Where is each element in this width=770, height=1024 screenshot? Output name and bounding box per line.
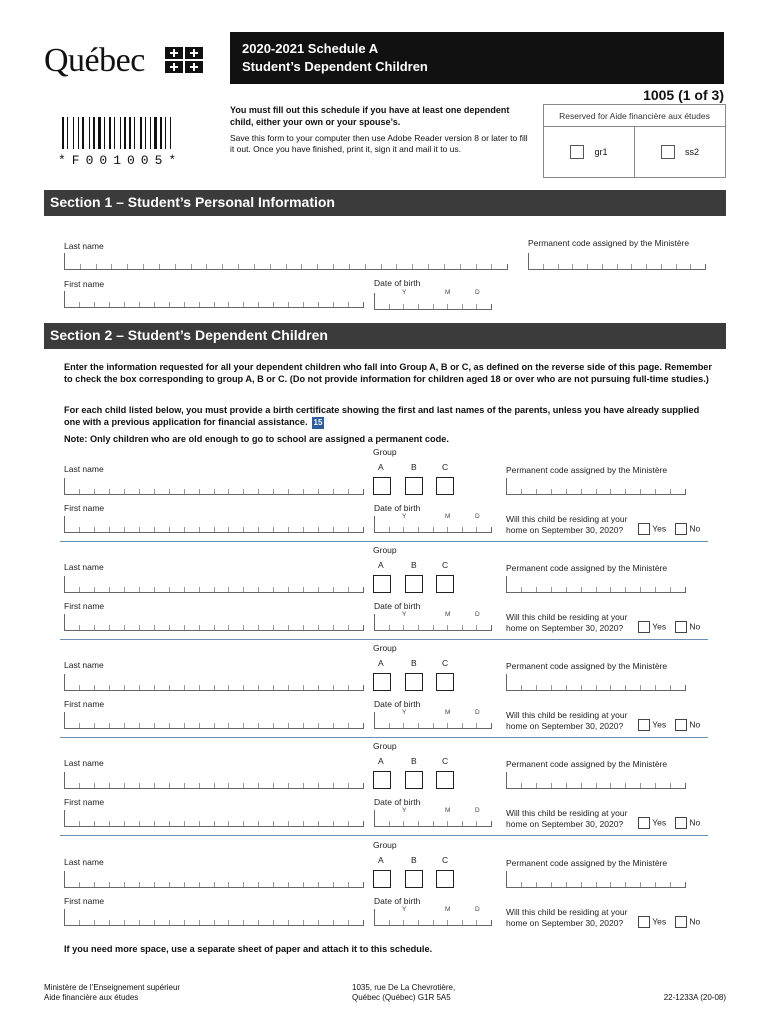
instruction-regular: Save this form to your computer then use Adobe Reader version 8 or later to fill it out. Once you have finished, print it, sign it and mail it to us. (230, 133, 528, 154)
child5-no-checkbox[interactable] (675, 916, 687, 928)
child1-no-label: No (689, 523, 701, 534)
child1-residing-question (506, 514, 627, 536)
child1-residing-line2: home on September 30, 2020? (506, 525, 624, 535)
form-title-line2: Student’s Dependent Children (242, 59, 428, 74)
child5-no-option (675, 916, 700, 928)
child5-residing-question (506, 907, 627, 929)
child1-separator (60, 541, 708, 542)
child5-first-name-label: First name (64, 896, 105, 906)
child3-permanent-code-label: Permanent code assigned by the Ministère (506, 661, 668, 671)
child2-group-b-checkbox[interactable] (405, 575, 423, 593)
child3-group-a-label: A (378, 658, 384, 668)
child5-residing-line1: Will this child be residing at your (506, 907, 628, 917)
form-number: 1005 (1 of 3) (643, 87, 724, 103)
child4-residing-question (506, 808, 627, 830)
child4-group-label: Group (373, 741, 397, 751)
child2-yes-option (638, 621, 666, 633)
child1-group-b-checkbox[interactable] (405, 477, 423, 495)
barcode (58, 117, 208, 167)
child1-permanent-code-field[interactable] (506, 479, 686, 495)
child4-dob-d: D (475, 807, 480, 814)
child1-group-a-label: A (378, 462, 384, 472)
barcode-text: *F001005* (58, 153, 183, 168)
s1-dob-m: M (445, 289, 451, 296)
child2-dob-label: Date of birth (374, 601, 421, 611)
quebec-logo-text: Québec (44, 42, 145, 79)
child3-last-name-label: Last name (64, 660, 104, 670)
s1-permanent-code-field[interactable] (528, 254, 706, 270)
s1-last-name-label: Last name (64, 241, 104, 251)
instruction-bold: You must fill out this schedule if you have at least one dependent child, either your own or your spouse’s. (230, 105, 510, 127)
child5-permanent-code-label: Permanent code assigned by the Ministère (506, 858, 668, 868)
section2-title: Section 2 – Student’s Dependent Children (44, 323, 726, 349)
child4-separator (60, 835, 708, 836)
child4-group-a-label: A (378, 756, 384, 766)
child4-group-a-checkbox[interactable] (373, 771, 391, 789)
barcode-bars (62, 117, 202, 149)
child2-dob-field[interactable] (374, 615, 492, 631)
child4-first-name-field[interactable] (64, 811, 364, 827)
child3-dob-m: M (445, 709, 451, 716)
child4-no-option (675, 817, 700, 829)
s2-note: Note: Only children who are old enough to go to school are assigned a permanent code. (64, 434, 449, 444)
child1-permanent-code-label: Permanent code assigned by the Ministère (506, 465, 668, 475)
s1-permanent-code-label: Permanent code assigned by the Ministère (528, 238, 690, 248)
child2-last-name-label: Last name (64, 562, 104, 572)
child1-yes-checkbox[interactable] (638, 523, 650, 535)
child3-residing-question (506, 710, 627, 732)
child5-group-c-label: C (442, 855, 449, 865)
child5-last-name-field[interactable] (64, 872, 364, 888)
child1-dob-m: M (445, 513, 451, 520)
child5-no-label: No (689, 916, 701, 927)
child5-dob-field[interactable] (374, 910, 492, 926)
child4-permanent-code-field[interactable] (506, 773, 686, 789)
child3-last-name-field[interactable] (64, 675, 364, 691)
child4-yes-label: Yes (652, 817, 667, 828)
child1-dob-field[interactable] (374, 517, 492, 533)
child4-no-label: No (689, 817, 701, 828)
child1-first-name-label: First name (64, 503, 105, 513)
child1-dob-label: Date of birth (374, 503, 421, 513)
child5-last-name-label: Last name (64, 857, 104, 867)
footer-ministry (44, 983, 180, 1003)
child1-group-b-label: B (411, 462, 417, 472)
child2-group-b-label: B (411, 560, 417, 570)
child3-group-a-checkbox[interactable] (373, 673, 391, 691)
gr1-label: gr1 (594, 147, 608, 157)
child2-first-name-label: First name (64, 601, 105, 611)
child3-residing-line1: Will this child be residing at your (506, 710, 628, 720)
footer-address-line1: 1035, rue De La Chevrotière, (352, 983, 456, 992)
child3-permanent-code-field[interactable] (506, 675, 686, 691)
child4-last-name-label: Last name (64, 758, 104, 768)
child2-yes-checkbox[interactable] (638, 621, 650, 633)
form-title-box (230, 32, 724, 84)
child5-first-name-field[interactable] (64, 910, 364, 926)
child1-yes-label: Yes (652, 523, 667, 534)
child3-first-name-label: First name (64, 699, 105, 709)
child2-dob-m: M (445, 611, 451, 618)
footer-address (352, 983, 455, 1003)
child3-dob-d: D (475, 709, 480, 716)
child5-dob-d: D (475, 906, 480, 913)
footer-ministry-line1: Ministère de l’Enseignement supérieur (44, 983, 181, 992)
s2-more-space: If you need more space, use a separate sheet of paper and attach it to this schedule. (64, 944, 433, 954)
child3-group-b-label: B (411, 658, 417, 668)
child1-no-checkbox[interactable] (675, 523, 687, 535)
child2-group-c-label: C (442, 560, 449, 570)
child4-group-b-checkbox[interactable] (405, 771, 423, 789)
child4-residing-line2: home on September 30, 2020? (506, 819, 624, 829)
child2-separator (60, 639, 708, 640)
child5-group-c-checkbox[interactable] (436, 870, 454, 888)
child5-dob-y: Y (402, 906, 407, 913)
child5-group-b-label: B (411, 855, 417, 865)
child5-group-a-checkbox[interactable] (373, 870, 391, 888)
child2-group-a-label: A (378, 560, 384, 570)
child2-dob-d: D (475, 611, 480, 618)
child5-group-label: Group (373, 840, 397, 850)
child3-group-c-checkbox[interactable] (436, 673, 454, 691)
child1-dob-y: Y (402, 513, 407, 520)
child2-permanent-code-label: Permanent code assigned by the Ministère (506, 563, 668, 573)
child3-separator (60, 737, 708, 738)
child3-no-label: No (689, 719, 701, 730)
s1-last-name-field[interactable] (64, 254, 508, 270)
footer-code: 22-1233A (20-08) (663, 993, 726, 1002)
child5-yes-label: Yes (652, 916, 667, 927)
child1-group-label: Group (373, 447, 397, 457)
quebec-flag-icon (165, 47, 203, 73)
child2-group-c-checkbox[interactable] (436, 575, 454, 593)
child3-first-name-field[interactable] (64, 713, 364, 729)
child1-group-c-checkbox[interactable] (436, 477, 454, 495)
child1-group-a-checkbox[interactable] (373, 477, 391, 495)
child5-group-a-label: A (378, 855, 384, 865)
s1-first-name-label: First name (64, 279, 105, 289)
child3-dob-field[interactable] (374, 713, 492, 729)
child4-no-checkbox[interactable] (675, 817, 687, 829)
child2-first-name-field[interactable] (64, 615, 364, 631)
child3-dob-label: Date of birth (374, 699, 421, 709)
child4-last-name-field[interactable] (64, 773, 364, 789)
child3-yes-option (638, 719, 666, 731)
child3-yes-label: Yes (652, 719, 667, 730)
s1-dob-y: Y (402, 289, 407, 296)
child5-group-b-checkbox[interactable] (405, 870, 423, 888)
s2-para2-text: For each child listed below, you must provide a birth certificate showing the first and last names of the parents, unless you have already supplied one with a previous application for financial assistance. (64, 405, 700, 427)
child5-residing-line2: home on September 30, 2020? (506, 918, 624, 928)
child4-group-b-label: B (411, 756, 417, 766)
child2-last-name-field[interactable] (64, 577, 364, 593)
child3-group-c-label: C (442, 658, 449, 668)
child3-group-b-checkbox[interactable] (405, 673, 423, 691)
child1-dob-d: D (475, 513, 480, 520)
footer-ministry-line2: Aide financière aux études (44, 993, 139, 1002)
child5-yes-option (638, 916, 666, 928)
child3-no-option (675, 719, 700, 731)
child2-group-a-checkbox[interactable] (373, 575, 391, 593)
child3-group-label: Group (373, 643, 397, 653)
child4-dob-label: Date of birth (374, 797, 421, 807)
child4-group-c-label: C (442, 756, 449, 766)
child1-group-c-label: C (442, 462, 449, 472)
child2-no-option (675, 621, 700, 633)
child1-no-option (675, 523, 700, 535)
s1-dob-d: D (475, 289, 480, 296)
child5-yes-checkbox[interactable] (638, 916, 650, 928)
reserved-box (543, 104, 726, 178)
child1-residing-line1: Will this child be residing at your (506, 514, 628, 524)
child2-residing-line1: Will this child be residing at your (506, 612, 628, 622)
child3-residing-line2: home on September 30, 2020? (506, 721, 624, 731)
footer-address-line2: Québec (Québec) G1R 5A5 (352, 993, 451, 1002)
s1-dob-field[interactable] (374, 294, 492, 310)
child4-dob-y: Y (402, 807, 407, 814)
child4-group-c-checkbox[interactable] (436, 771, 454, 789)
child1-yes-option (638, 523, 666, 535)
s2-para1: Enter the information requested for all your dependent children who fall into Group A, B or C, as defined on the reverse side of this page. Remember to check the box corresponding to group A, B or C. (Do not provide information for children aged 18 or over who are not pursuing full-time studies.) (64, 362, 712, 384)
child4-residing-line1: Will this child be residing at your (506, 808, 628, 818)
child2-permanent-code-field[interactable] (506, 577, 686, 593)
s1-dob-label: Date of birth (374, 278, 421, 288)
child4-yes-option (638, 817, 666, 829)
child5-dob-m: M (445, 906, 451, 913)
child2-no-label: No (689, 621, 701, 632)
child3-no-checkbox[interactable] (675, 719, 687, 731)
child5-dob-label: Date of birth (374, 896, 421, 906)
child5-permanent-code-field[interactable] (506, 872, 686, 888)
ss2-label: ss2 (684, 147, 699, 157)
child2-dob-y: Y (402, 611, 407, 618)
s2-para2 (64, 404, 714, 429)
s2-para2-badge: 15 (313, 418, 323, 427)
child4-permanent-code-label: Permanent code assigned by the Ministère (506, 759, 668, 769)
child3-yes-checkbox[interactable] (638, 719, 650, 731)
child4-dob-m: M (445, 807, 451, 814)
child2-no-checkbox[interactable] (675, 621, 687, 633)
form-title-line1: 2020-2021 Schedule A (242, 41, 379, 56)
child2-residing-question (506, 612, 627, 634)
reserved-label: Reserved for Aide financière aux études (544, 105, 725, 127)
child3-dob-y: Y (402, 709, 407, 716)
s1-first-name-field[interactable] (64, 292, 364, 308)
child2-yes-label: Yes (652, 621, 667, 632)
child1-last-name-field[interactable] (64, 479, 364, 495)
child4-dob-field[interactable] (374, 811, 492, 827)
gr1-checkbox[interactable] (570, 145, 584, 159)
child1-first-name-field[interactable] (64, 517, 364, 533)
child1-last-name-label: Last name (64, 464, 104, 474)
child2-residing-line2: home on September 30, 2020? (506, 623, 624, 633)
child4-first-name-label: First name (64, 797, 105, 807)
child2-group-label: Group (373, 545, 397, 555)
ss2-checkbox[interactable] (661, 145, 675, 159)
child4-yes-checkbox[interactable] (638, 817, 650, 829)
section1-title: Section 1 – Student’s Personal Information (44, 190, 726, 216)
